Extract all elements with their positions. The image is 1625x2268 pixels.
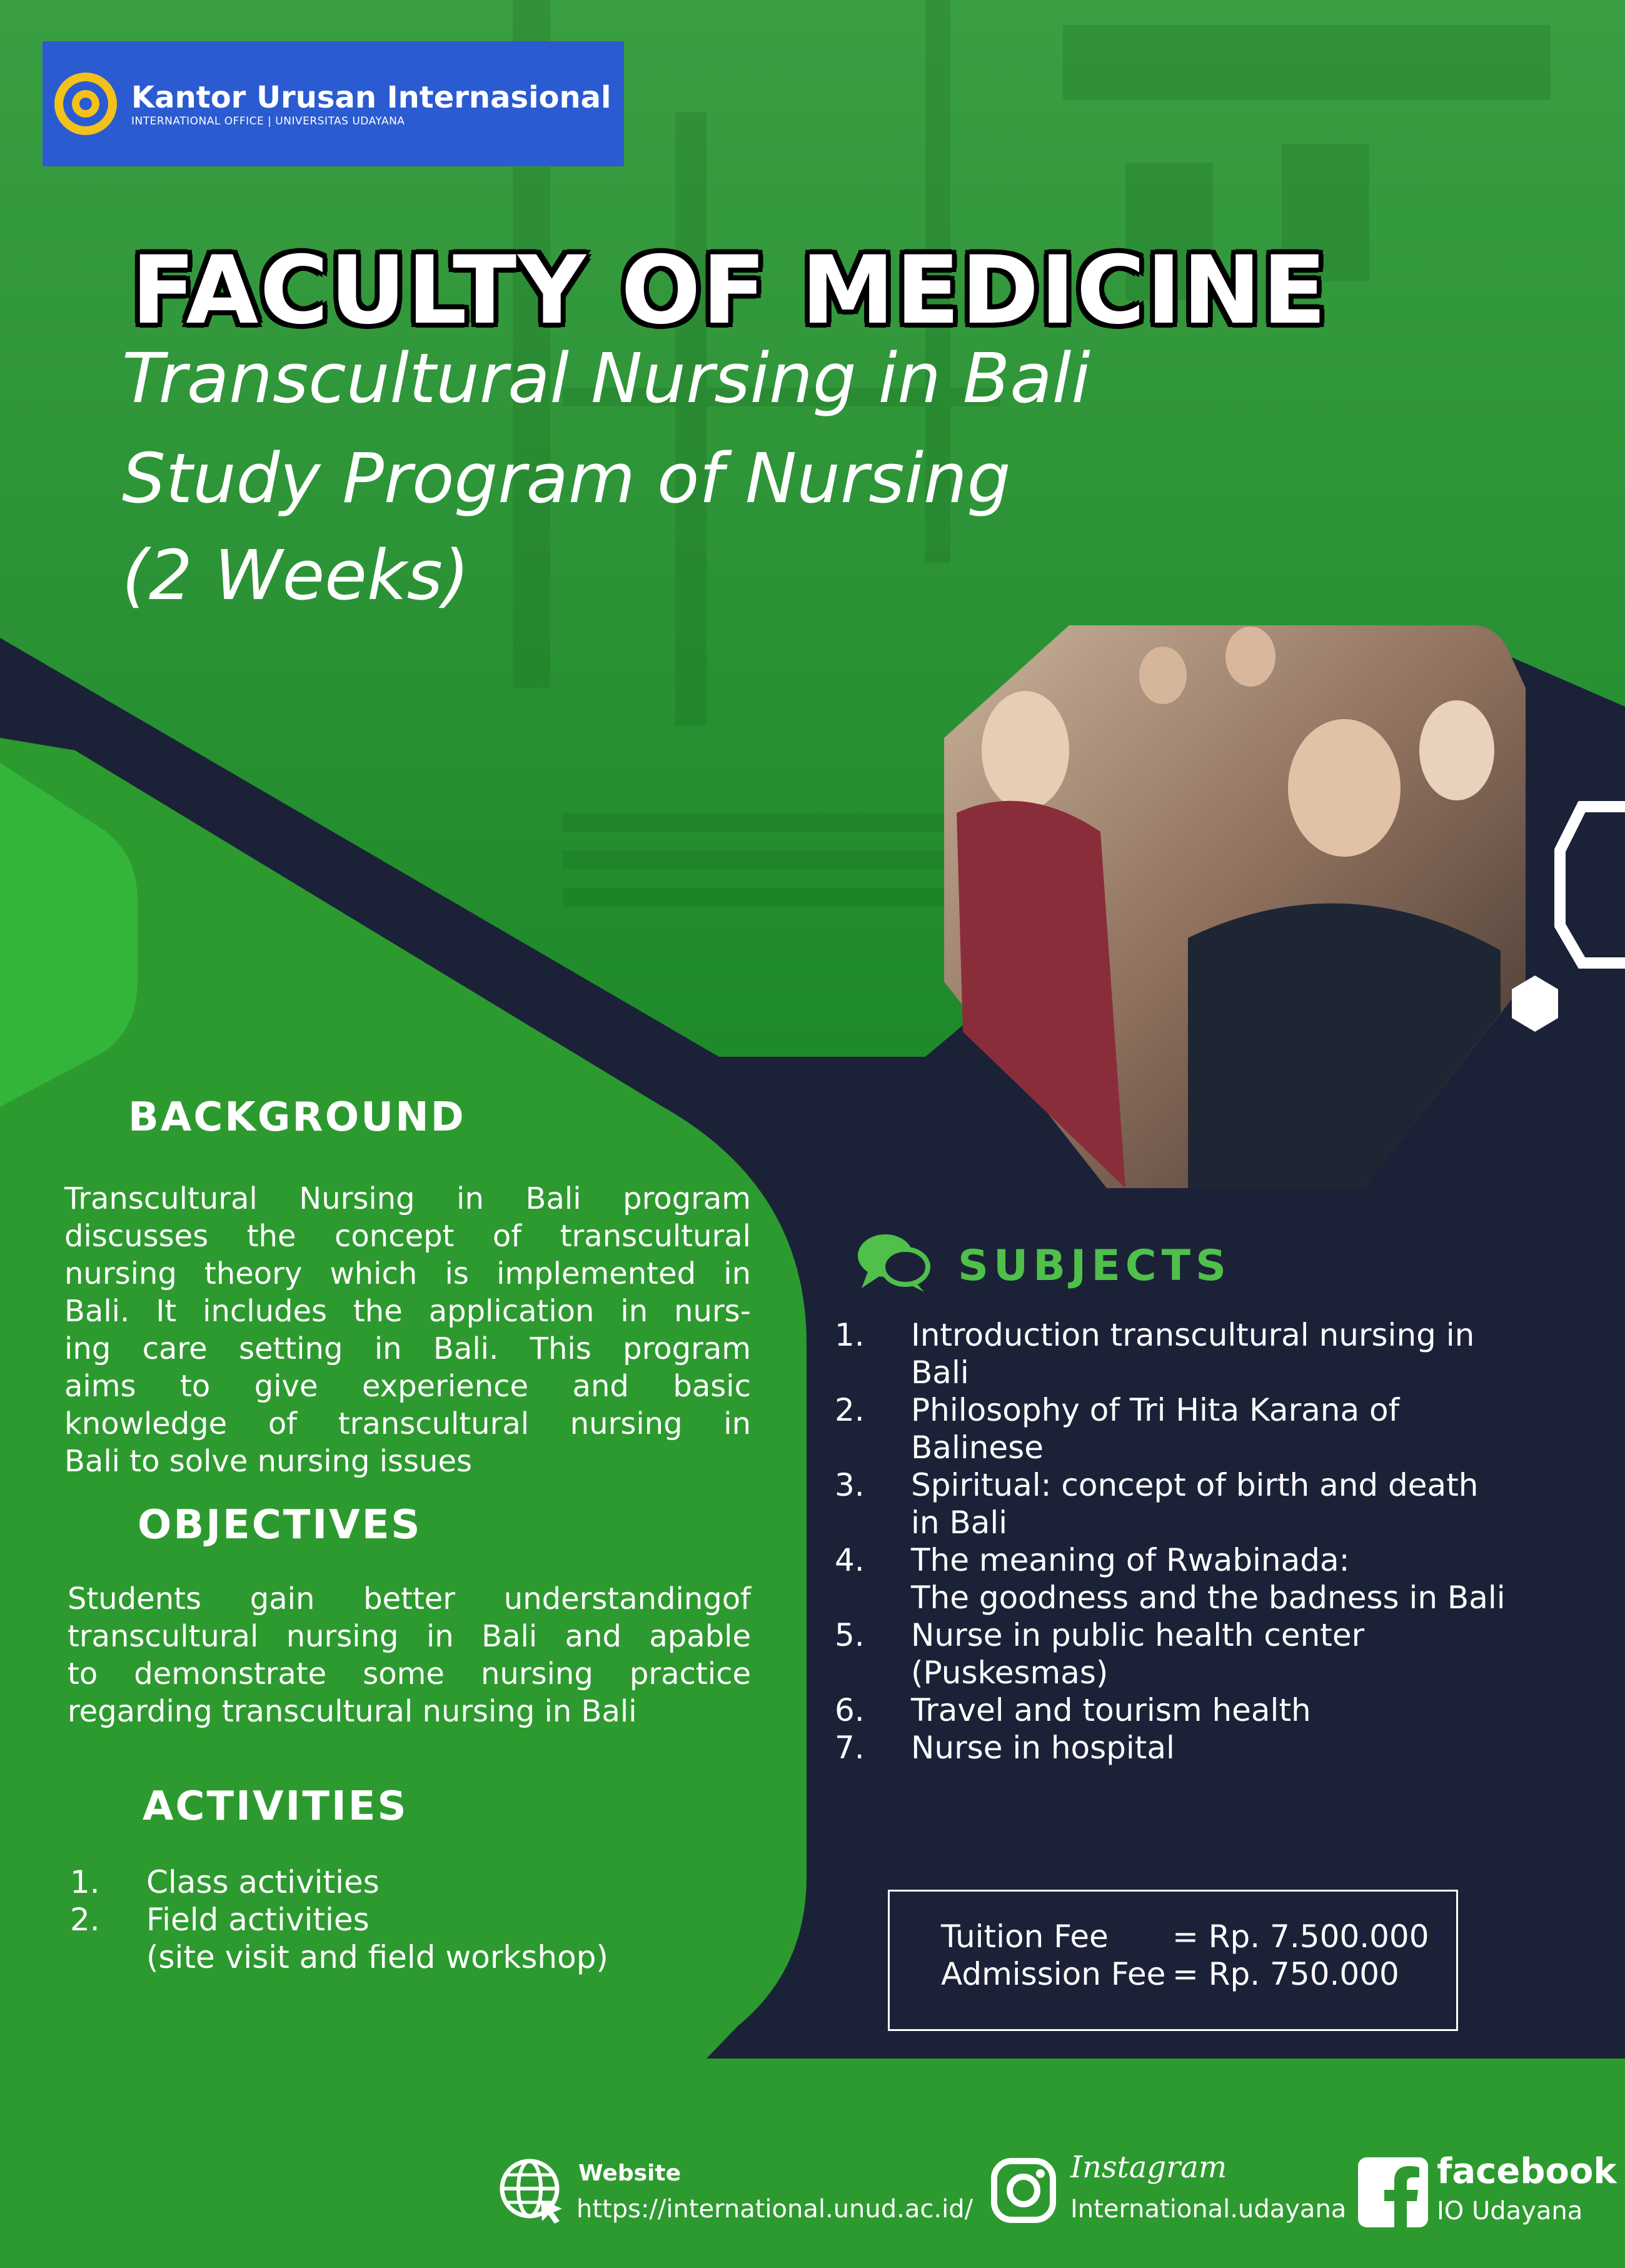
- tuition-fee-value: = Rp. 7.500.000: [1172, 1918, 1429, 1955]
- background-line: Bali to solve nursing issues: [64, 1444, 473, 1479]
- subject-number: 1.: [835, 1317, 865, 1353]
- subject-item: [835, 1729, 1585, 1767]
- website-label: Website: [578, 2160, 682, 2186]
- subject-text: in Bali: [911, 1504, 1008, 1541]
- activities-list: [70, 1863, 695, 1976]
- subject-item: [835, 1466, 1585, 1541]
- activity-item: [70, 1901, 695, 1976]
- fee-box: [888, 1890, 1458, 2031]
- subject-text: The goodness and the badness in Bali: [911, 1580, 1506, 1616]
- subject-item: [835, 1541, 1585, 1616]
- subjects-list: [835, 1316, 1585, 1767]
- subject-text: Bali: [911, 1354, 969, 1391]
- subject-item: [835, 1691, 1585, 1729]
- activity-text: (site visit and field workshop): [146, 1939, 608, 1975]
- subject-number: 4.: [835, 1542, 865, 1578]
- subject-number: 3.: [835, 1467, 865, 1503]
- subject-text: Travel and tourism health: [911, 1692, 1311, 1728]
- subjects-heading: SUBJECTS: [958, 1241, 1232, 1291]
- program-title-line1: Transcultural Nursing in Bali: [122, 338, 1090, 418]
- background-line: discusses the concept of transcultural: [64, 1219, 751, 1254]
- background-line: ing care setting in Bali. This program: [64, 1331, 751, 1366]
- background-line: nursing theory which is implemented in: [64, 1256, 751, 1291]
- objectives-heading: OBJECTIVES: [138, 1502, 422, 1548]
- subject-text: The meaning of Rwabinada:: [911, 1542, 1350, 1578]
- page-title: FACULTY OF MEDICINE: [131, 236, 1328, 345]
- admission-fee-value: = Rp. 750.000: [1172, 1956, 1399, 1992]
- admission-fee-row: [941, 1955, 1399, 1993]
- background-line: knowledge of transcultural nursing in: [64, 1406, 751, 1441]
- activity-number: 2.: [70, 1902, 100, 1938]
- admission-fee-label: Admission Fee: [941, 1956, 1166, 1992]
- objectives-line: regarding transcultural nursing in Bali: [68, 1694, 637, 1729]
- subject-text: (Puskesmas): [911, 1655, 1109, 1691]
- globe-icon: [497, 2156, 566, 2225]
- subject-text: Nurse in public health center: [911, 1617, 1365, 1653]
- subject-text: Nurse in hospital: [911, 1730, 1175, 1766]
- subject-item: [835, 1391, 1585, 1466]
- activity-number: 1.: [70, 1864, 100, 1900]
- program-duration: (2 Weeks): [122, 535, 470, 615]
- subject-number: 6.: [835, 1692, 865, 1728]
- subject-text: Introduction transcultural nursing in: [911, 1317, 1475, 1353]
- subject-text: Philosophy of Tri Hita Karana of: [911, 1392, 1400, 1428]
- subject-text: Spiritual: concept of birth and death: [911, 1467, 1479, 1503]
- objectives-line: Students gain better understandingof: [68, 1581, 751, 1616]
- activities-heading: ACTIVITIES: [143, 1783, 408, 1830]
- facebook-handle[interactable]: IO Udayana: [1437, 2197, 1583, 2225]
- office-name: Kantor Urusan Internasional: [131, 80, 611, 115]
- background-line: aims to give experience and basic: [64, 1369, 751, 1404]
- facebook-label: facebook: [1437, 2151, 1617, 2192]
- objectives-text: [68, 1580, 751, 1730]
- chat-bubbles-icon: [855, 1231, 932, 1293]
- subject-number: 5.: [835, 1617, 865, 1653]
- instagram-label: Instagram: [1070, 2150, 1227, 2185]
- office-logo[interactable]: [43, 41, 624, 166]
- activity-text: Class activities: [146, 1864, 380, 1900]
- office-subtitle: INTERNATIONAL OFFICE | UNIVERSITAS UDAYANA: [131, 115, 405, 128]
- activity-text: Field activities: [146, 1902, 370, 1938]
- objectives-line: to demonstrate some nursing practice: [68, 1656, 751, 1691]
- subject-item: [835, 1316, 1585, 1391]
- background-text: [64, 1180, 751, 1480]
- subject-number: 7.: [835, 1730, 865, 1766]
- tuition-fee-row: [941, 1918, 1429, 1955]
- objectives-line: transcultural nursing in Bali and apable: [68, 1619, 751, 1654]
- website-link[interactable]: https://international.unud.ac.id/: [576, 2195, 973, 2224]
- university-seal-icon: [51, 69, 120, 138]
- subject-item: [835, 1616, 1585, 1691]
- instagram-handle[interactable]: International.udayana: [1070, 2195, 1347, 2224]
- tuition-fee-label: Tuition Fee: [941, 1918, 1109, 1955]
- facebook-icon[interactable]: [1358, 2157, 1428, 2227]
- subject-number: 2.: [835, 1392, 865, 1428]
- program-title-line2: Study Program of Nursing: [122, 438, 1011, 518]
- background-line: Bali. It includes the application in nurs-: [64, 1294, 751, 1329]
- subject-text: Balinese: [911, 1429, 1044, 1466]
- background-line: Transcultural Nursing in Bali program: [64, 1181, 751, 1216]
- background-heading: BACKGROUND: [128, 1094, 466, 1141]
- instagram-icon[interactable]: [989, 2156, 1058, 2225]
- activity-item: [70, 1863, 695, 1901]
